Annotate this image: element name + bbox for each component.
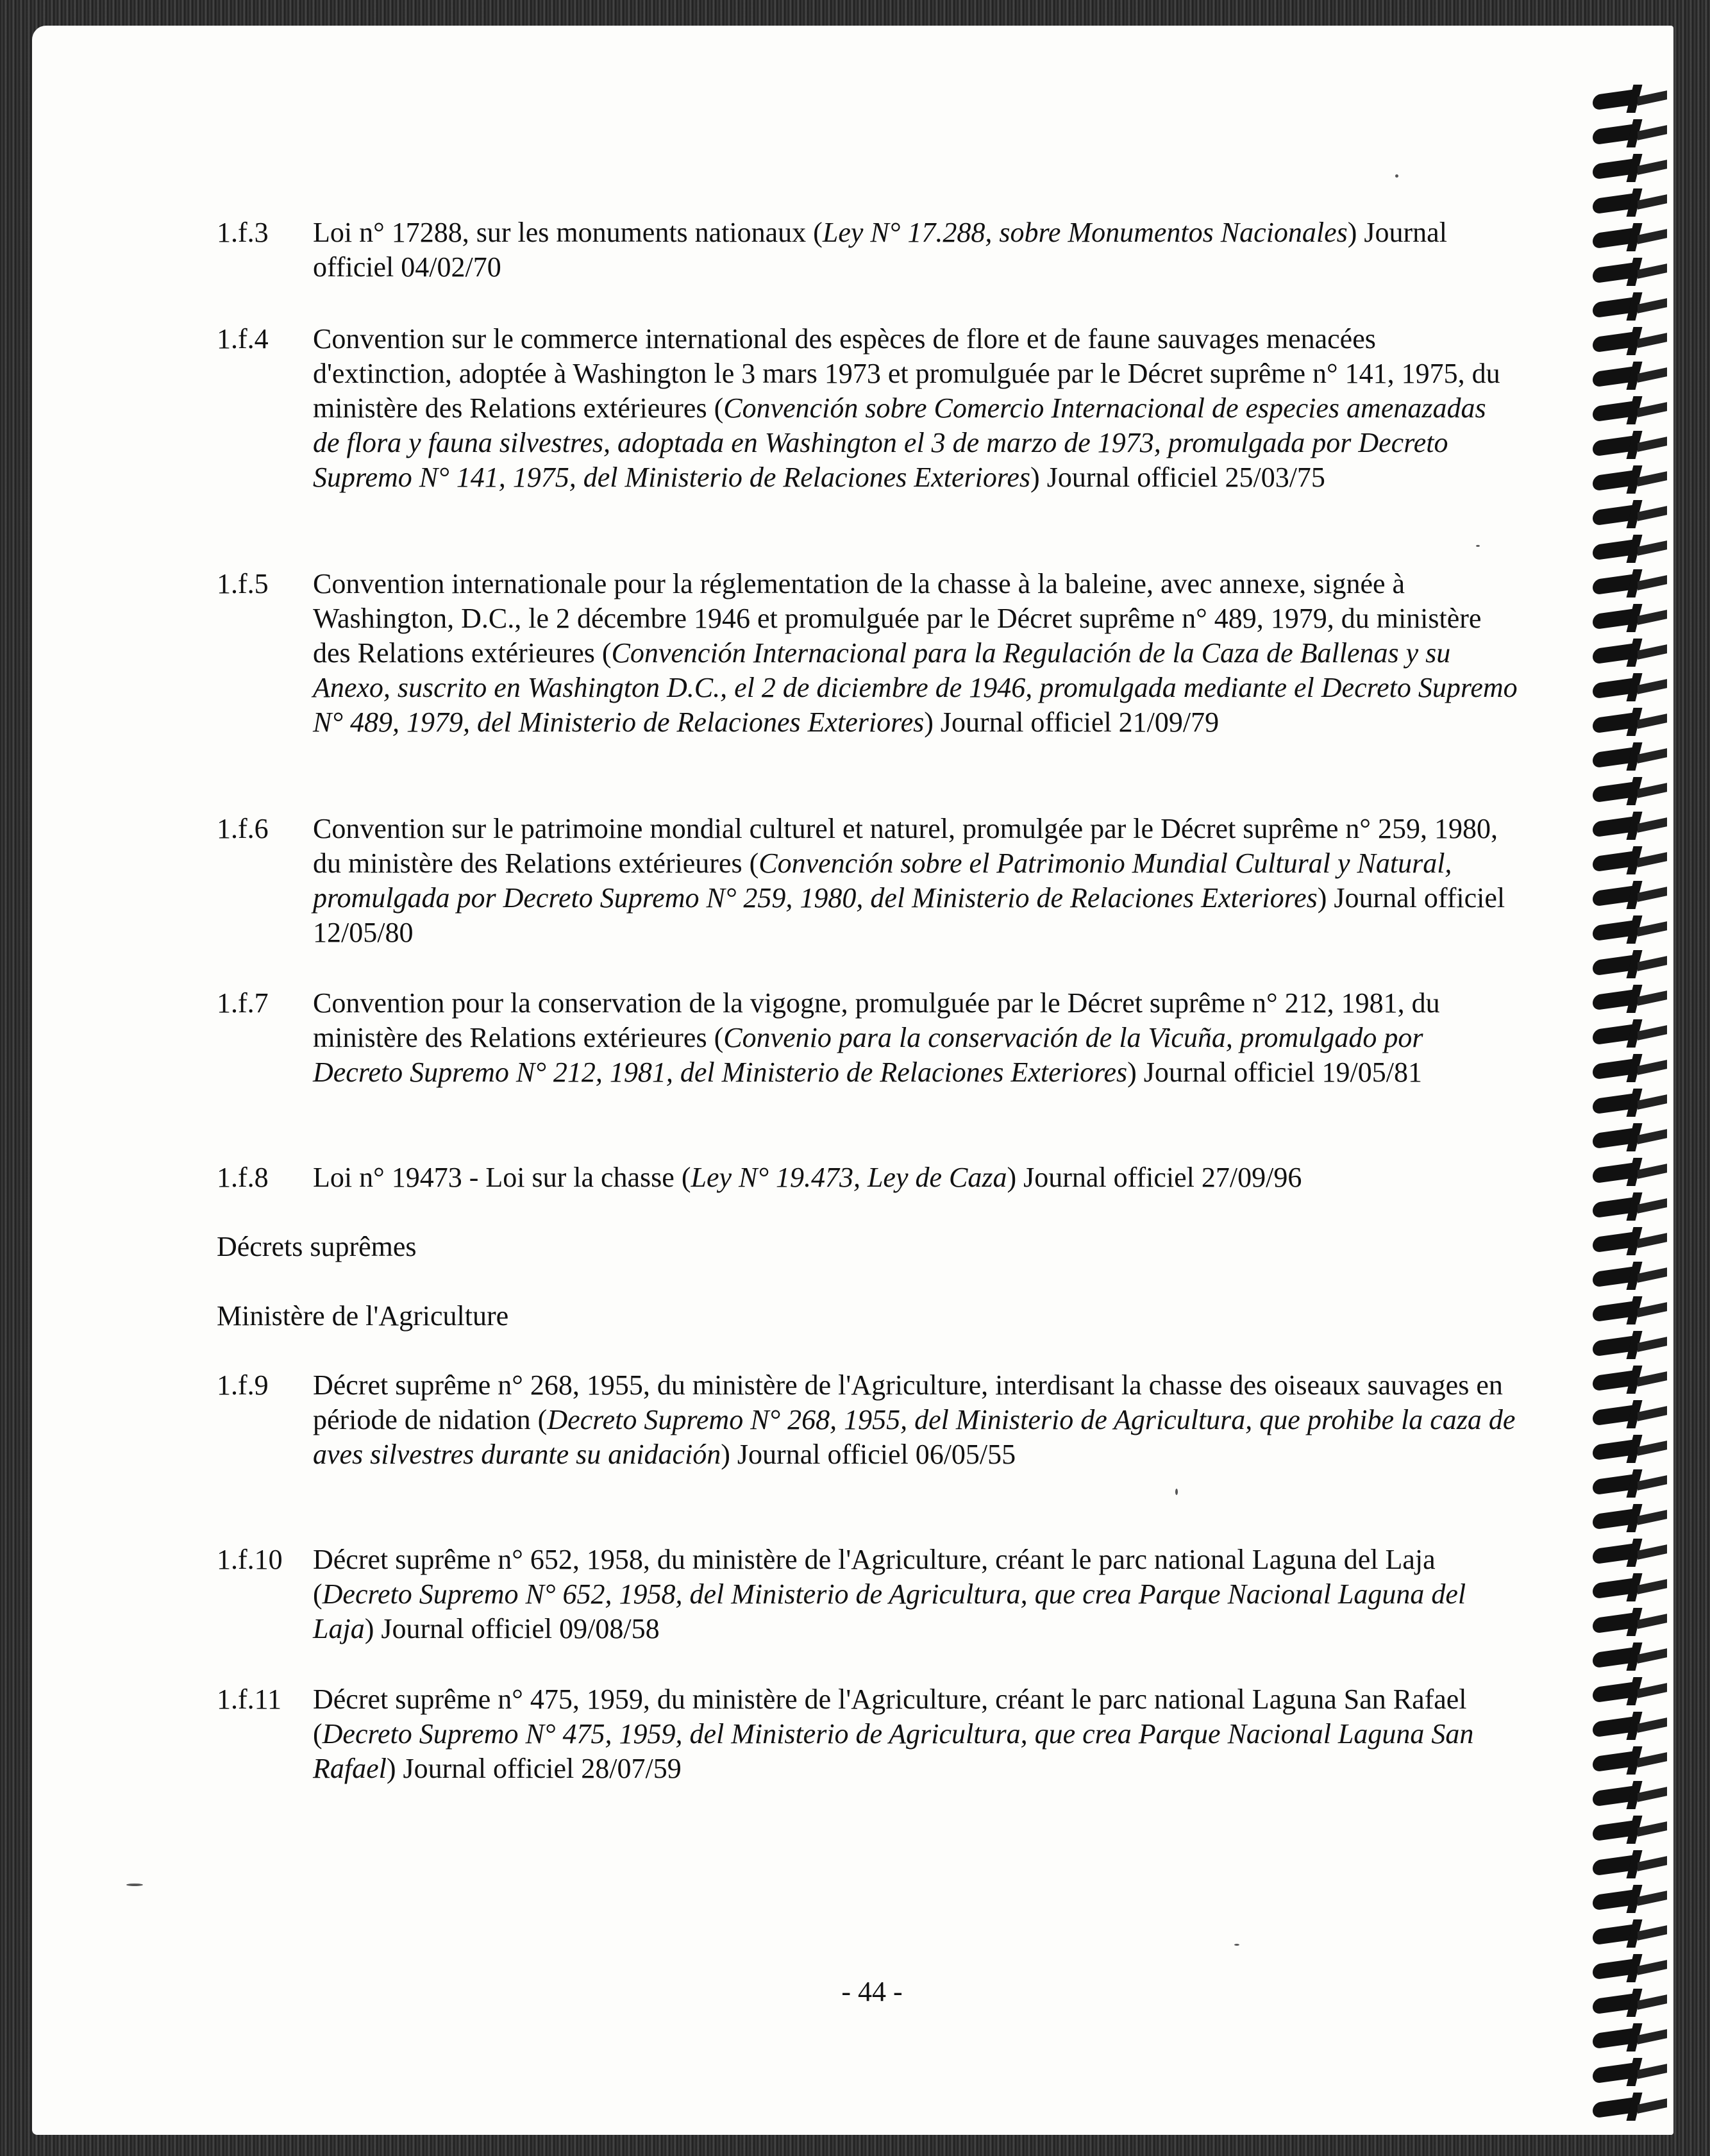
entry-text-segment: Décret suprême n° 268, 1955, du ministère de l'Agriculture, interdisant la chasse des oiseaux sauvages en période de nidation ( <box>313 1369 1503 1435</box>
binding-coil <box>1593 1440 1668 1459</box>
binding-coil <box>1593 955 1668 974</box>
entry-number: 1.f.4 <box>217 323 269 355</box>
entry-number: 1.f.5 <box>217 568 269 599</box>
binding-coil <box>1593 713 1668 732</box>
entry-text <box>313 1160 1518 1195</box>
entry-text-segment: Convention pour la conservation de la vigogne, promulguée par le Décret suprême n° 212, 1981, du ministère des Relations extérieures ( <box>313 987 1440 1053</box>
binding-coil <box>1593 1163 1668 1182</box>
spanish-title: Decreto Supremo N° 268, 1955, del Ministerio de Agricultura, que prohibe la caza de aves silvestres durante su anidación <box>313 1404 1516 1470</box>
binding-coil <box>1593 159 1668 178</box>
binding-coil <box>1593 1336 1668 1355</box>
binding-coil <box>1593 1578 1668 1598</box>
binding-coil <box>1593 1371 1668 1390</box>
binding-coil <box>1593 1959 1668 1978</box>
binding-coil <box>1593 1198 1668 1217</box>
entry-text <box>313 1542 1518 1646</box>
binding-coil <box>1593 1751 1668 1771</box>
binding-coil <box>1593 228 1668 247</box>
entry-number: 1.f.10 <box>217 1544 283 1575</box>
binding-coil <box>1593 1509 1668 1528</box>
entry-text <box>313 567 1518 740</box>
binding-coil <box>1593 436 1668 455</box>
entry-text-segment: Loi n° 17288, sur les monuments nationaux ( <box>313 217 823 248</box>
binding-coil <box>1593 1405 1668 1425</box>
binding-coil <box>1593 332 1668 351</box>
entry-text-segment: Convention sur le patrimoine mondial culturel et naturel, promulgée par le Décret suprême n° 259, 1980, du ministère des Relations extérieures ( <box>313 813 1498 879</box>
binding-coil <box>1593 886 1668 905</box>
entry-text-segment: ) Journal officiel 12/05/80 <box>313 882 1505 948</box>
binding-coil <box>1593 1475 1668 1494</box>
binding-coil <box>1593 2063 1668 2082</box>
entry-text-segment: Convention internationale pour la réglementation de la chasse à la baleine, avec annexe, signée à Washington, D.C., le 2 décembre 1946 et promulguée par le Décret suprême n° 489, 1979, du ministère des Relations extérieures ( <box>313 568 1482 669</box>
binding-coil <box>1593 194 1668 213</box>
binding-coil <box>1593 124 1668 144</box>
spanish-title: Convenio para la conservación de la Vicuña, promulgado por Decreto Supremo N° 212, 1981, del Ministerio de Relaciones Exteriores <box>313 1022 1423 1088</box>
binding-coil <box>1593 1682 1668 1701</box>
document-page <box>32 26 1673 2135</box>
binding-coil <box>1593 263 1668 282</box>
scan-speck <box>1175 1489 1178 1495</box>
entry-text <box>313 986 1518 1090</box>
spanish-title: Ley N° 17.288, sobre Monumentos Nacionales <box>822 217 1348 248</box>
entry-text-segment: ) Journal officiel 09/08/58 <box>364 1613 660 1644</box>
binding-coil <box>1593 540 1668 559</box>
binding-coil <box>1593 367 1668 386</box>
binding-coil <box>1593 1890 1668 1909</box>
entry-text-segment: Décret suprême n° 652, 1958, du ministère de l'Agriculture, créant le parc national Laguna del Laja ( <box>313 1544 1436 1610</box>
binding-coil <box>1593 921 1668 940</box>
entry-number: 1.f.11 <box>217 1684 282 1715</box>
entry-text-segment: Loi n° 19473 - Loi sur la chasse ( <box>313 1162 691 1193</box>
entry-text-segment: Décret suprême n° 475, 1959, du ministère de l'Agriculture, créant le parc national Laguna San Rafael ( <box>313 1684 1467 1750</box>
scan-speck <box>1395 174 1398 178</box>
entry-text <box>313 215 1518 285</box>
spanish-title: Decreto Supremo N° 652, 1958, del Ministerio de Agricultura, que crea Parque Nacional Laguna del Laja <box>313 1578 1466 1644</box>
section-heading-decrets: Décrets suprêmes <box>217 1231 417 1262</box>
binding-coil <box>1593 1648 1668 1667</box>
binding-coil <box>1593 401 1668 421</box>
binding-coil <box>1593 1994 1668 2013</box>
entry-text-segment: Convention sur le commerce international des espèces de flore et de faune sauvages menacées d'extinction, adoptée à Washington le 3 mars 1973 et promulguée par le Décret suprême n° 141, 1975, du ministère des Relations extérieures ( <box>313 323 1500 424</box>
binding-coil <box>1593 471 1668 490</box>
entry-text-segment: ) Journal officiel 21/09/79 <box>924 706 1220 738</box>
binding-coil <box>1593 1717 1668 1736</box>
spanish-title: Decreto Supremo N° 475, 1959, del Ministerio de Agricultura, que crea Parque Nacional Laguna San Rafael <box>313 1718 1474 1784</box>
spanish-title: Ley N° 19.473, Ley de Caza <box>691 1162 1007 1193</box>
binding-coil <box>1593 1059 1668 1078</box>
scan-speck <box>1234 1944 1239 1946</box>
binding-coil <box>1593 1925 1668 1944</box>
scan-speck <box>126 1884 143 1886</box>
spanish-title: Convención sobre el Patrimonio Mundial Cultural y Natural, promulgada por Decreto Supremo N° 259, 1980, del Ministerio de Relaciones Exteriores <box>313 848 1452 914</box>
entry-text <box>313 812 1518 950</box>
binding-coil <box>1593 574 1668 594</box>
binding-coil <box>1593 505 1668 524</box>
binding-coil <box>1593 1267 1668 1286</box>
entry-text-segment: ) Journal officiel 19/05/81 <box>1127 1057 1422 1088</box>
entry-number: 1.f.7 <box>217 987 269 1019</box>
binding-coil <box>1593 1821 1668 1840</box>
spiral-binding <box>1590 64 1673 2135</box>
entry-text-segment: ) Journal officiel 28/07/59 <box>386 1753 682 1784</box>
binding-coil <box>1593 748 1668 767</box>
binding-coil <box>1593 678 1668 698</box>
binding-coil <box>1593 297 1668 317</box>
binding-coil <box>1593 1786 1668 1805</box>
scan-speck <box>1476 545 1480 547</box>
page-content <box>32 26 1590 2135</box>
binding-coil <box>1593 1094 1668 1113</box>
entry-text <box>313 322 1518 495</box>
binding-coil <box>1593 1855 1668 1875</box>
binding-coil <box>1593 90 1668 109</box>
binding-coil <box>1593 2028 1668 2048</box>
binding-coil <box>1593 817 1668 836</box>
binding-coil <box>1593 609 1668 628</box>
binding-coil <box>1593 1024 1668 1044</box>
binding-coil <box>1593 851 1668 871</box>
binding-coil <box>1593 1232 1668 1251</box>
spanish-title: Convención sobre Comercio Internacional de especies amenazadas de flora y fauna silvestres, adoptada en Washington el 3 de marzo de 1973, promulgada por Decreto Supremo N° 141, 1975, del Ministerio de Relaciones Exteriores <box>313 392 1486 493</box>
binding-coil <box>1593 782 1668 801</box>
section-heading-ministere: Ministère de l'Agriculture <box>217 1300 509 1332</box>
spanish-title: Convención Internacional para la Regulación de la Caza de Ballenas y su Anexo, suscrito en Washington D.C., el 2 de diciembre de 1946, promulgada mediante el Decreto Supremo N° 489, 1979, del Ministerio de Relaciones Exteriores <box>313 637 1518 738</box>
entry-text <box>313 1682 1518 1786</box>
entry-number: 1.f.9 <box>217 1369 269 1401</box>
binding-coil <box>1593 644 1668 663</box>
binding-coil <box>1593 2098 1668 2117</box>
entry-text-segment: ) Journal officiel 06/05/55 <box>721 1439 1016 1470</box>
entry-text-segment: ) Journal officiel 25/03/75 <box>1030 462 1325 493</box>
binding-coil <box>1593 990 1668 1009</box>
binding-coil <box>1593 1613 1668 1632</box>
entry-text <box>313 1368 1518 1472</box>
entry-text-segment: ) Journal officiel 27/09/96 <box>1007 1162 1302 1193</box>
page-number: - 44 - <box>841 1976 903 2007</box>
binding-coil <box>1593 1301 1668 1321</box>
binding-coil <box>1593 1128 1668 1148</box>
entry-number: 1.f.6 <box>217 813 269 844</box>
entry-number: 1.f.3 <box>217 217 269 248</box>
entry-text-segment: ) Journal officiel 04/02/70 <box>313 217 1447 283</box>
entry-number: 1.f.8 <box>217 1162 269 1193</box>
binding-coil <box>1593 1544 1668 1563</box>
